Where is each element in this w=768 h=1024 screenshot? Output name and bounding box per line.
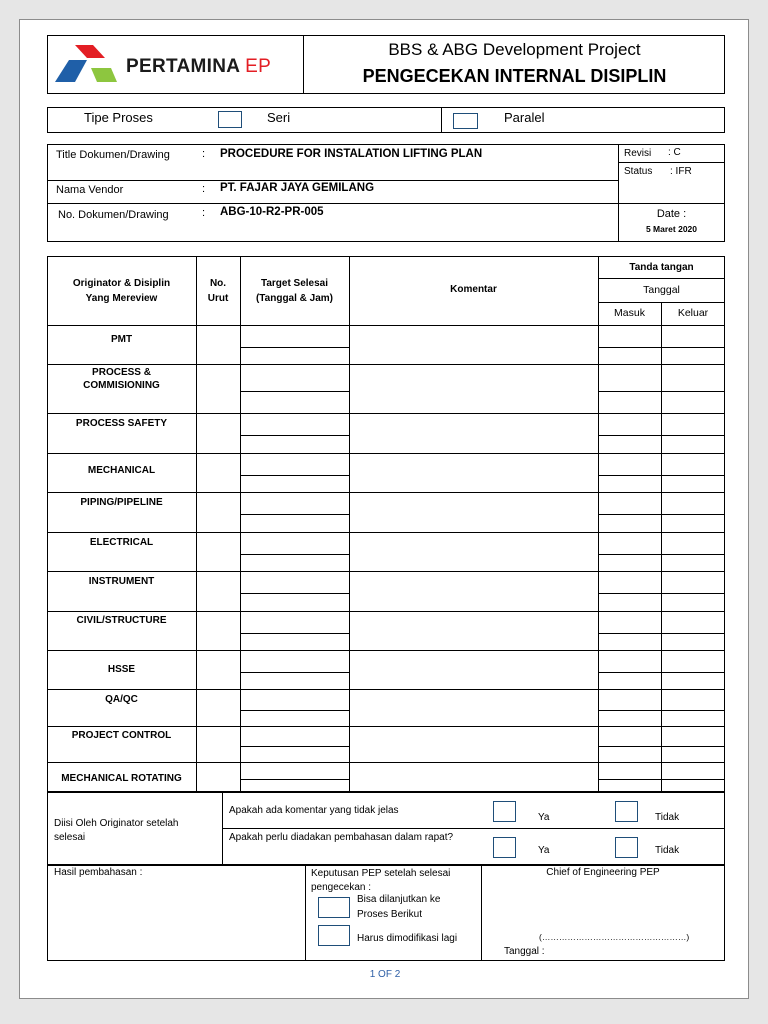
q1-ya-checkbox[interactable] [493,801,516,822]
revisi-label: Revisi [624,148,652,159]
discipline-qa-qc [47,693,196,706]
row-subline-sign-process-commisioning [598,391,725,392]
lanjut-checkbox[interactable] [318,897,350,918]
header-originator: Originator & Disiplin Yang Mereview [72,278,171,304]
page-number: 1 OF 2 [369,969,401,980]
discipline-label: QA/QC [105,694,138,705]
revisi-value: : C [668,147,681,158]
vendor-value: PT. FAJAR JAYA GEMILANG [220,182,375,194]
row-subline-sign-mechanical-rotating [598,779,725,780]
q1-ya-label: Ya [538,812,550,823]
row-subline-sign-pmt [598,347,725,348]
row-line-mechanical-rotating [47,762,725,763]
process-divider [441,107,442,133]
header-tanda-tangan: Tanda tangan [629,262,694,273]
paralel-checkbox[interactable] [453,113,478,129]
doc-row-line-2 [47,203,725,204]
row-line-hsse [47,650,725,651]
discipline-civil-structure [47,614,196,627]
question-meeting: Apakah perlu diadakan pembahasan dalam rapat? [229,832,454,843]
header-keluar: Keluar [677,307,709,319]
discipline-label: PROCESS SAFETY [75,418,168,429]
row-line-mechanical [47,453,725,454]
row-subline-target-project-control [240,746,349,747]
vendor-colon: : [202,183,206,195]
discipline-mechanical-rotating [47,772,196,785]
header-komentar: Komentar [450,284,497,295]
discipline-hsse [47,663,196,676]
revisi-status-line [618,162,725,163]
discipline-label: PROCESS & [92,367,151,378]
row-subline-target-instrument [240,593,349,594]
row-subline-target-hsse [240,672,349,673]
question-unclear: Apakah ada komentar yang tidak jelas [229,805,399,816]
discipline-process-commisioning [47,366,196,392]
keputusan-label: Keputusan PEP setelah selesai pengecekan : [311,868,451,893]
discipline-process-safety [47,417,196,430]
row-subline-target-electrical [240,554,349,555]
row-subline-target-civil-structure [240,633,349,634]
row-subline-target-qa-qc [240,710,349,711]
process-type-label: Tipe Proses [84,110,153,125]
row-subline-sign-piping-pipeline [598,514,725,515]
col-line-target [240,256,241,792]
row-line-process-commisioning [47,364,725,365]
discipline-project-control [47,729,196,742]
tanggal-sign-label: Tanggal : [504,946,545,957]
row-subline-sign-electrical [598,554,725,555]
q2-ya-label: Ya [538,845,550,856]
header-no-urut: No. Urut [207,278,229,304]
date-label: Date : [656,208,687,220]
discipline-label-line2: COMMISIONING [83,380,160,391]
discipline-pmt [47,333,196,346]
row-subline-sign-mechanical [598,475,725,476]
row-subline-sign-civil-structure [598,633,725,634]
row-subline-target-mechanical [240,475,349,476]
document-page [19,19,749,999]
seri-label: Seri [267,110,291,125]
discipline-mechanical [47,464,196,477]
row-subline-target-process-commisioning [240,391,349,392]
filled-by-note: Diisi Oleh Originator setelah selesai [54,818,179,843]
hasil-pembahasan-label: Hasil pembahasan : [54,867,143,878]
row-subline-sign-project-control [598,746,725,747]
discipline-label: MECHANICAL ROTATING [61,773,182,784]
row-subline-target-pmt [240,347,349,348]
discipline-label: PMT [110,334,133,345]
discipline-label: INSTRUMENT [88,576,155,587]
status-value: : IFR [670,166,692,177]
row-line-civil-structure [47,611,725,612]
row-line-process-safety [47,413,725,414]
header-masuk: Masuk [614,307,645,319]
q1-tidak-checkbox[interactable] [615,801,638,822]
discipline-piping-pipeline [47,496,196,509]
row-subline-sign-process-safety [598,435,725,436]
q2-tidak-label: Tidak [655,845,680,856]
project-name: BBS & ABG Development Project [388,40,641,59]
page-title: PENGECEKAN INTERNAL DISIPLIN [362,66,667,86]
modifikasi-label: Harus dimodifikasi lagi [357,933,458,944]
row-subline-target-mechanical-rotating [240,779,349,780]
row-line-instrument [47,571,725,572]
decision-divider-2 [481,865,482,961]
col-line-komentar [349,256,350,792]
row-line-pmt [47,325,725,326]
decision-divider-1 [305,865,306,961]
doc-row-line-1 [47,180,618,181]
row-subline-sign-qa-qc [598,710,725,711]
row-subline-sign-hsse [598,672,725,673]
col-line-keluar [661,302,662,792]
col-line-no [196,256,197,792]
doc-title-value: PROCEDURE FOR INSTALATION LIFTING PLAN [220,148,483,160]
row-line-project-control [47,726,725,727]
vendor-label: Nama Vendor [56,184,124,196]
row-subline-target-process-safety [240,435,349,436]
signature-line: (……………………………………………) [539,932,690,942]
discipline-label: CIVIL/STRUCTURE [76,615,167,626]
review-mid-line [222,828,725,829]
discipline-label: PROJECT CONTROL [71,730,172,741]
doc-number-colon: : [202,207,206,219]
col-line-tanda [598,256,599,792]
discipline-label: PIPING/PIPELINE [80,497,163,508]
discipline-label: HSSE [107,664,136,675]
tanda-tangan-line [598,278,725,279]
row-line-electrical [47,532,725,533]
doc-title-label: Title Dokumen/Drawing [56,149,170,161]
discipline-instrument [47,575,196,588]
header-tanggal: Tanggal [643,284,680,296]
header-target: Target Selesai (Tanggal & Jam) [255,278,334,304]
doc-number-label: No. Dokumen/Drawing [58,209,169,221]
paralel-label: Paralel [504,110,545,125]
seri-checkbox[interactable] [218,111,242,128]
tanggal-line [598,302,725,303]
q1-tidak-label: Tidak [655,812,680,823]
row-subline-target-piping-pipeline [240,514,349,515]
discipline-label: ELECTRICAL [89,537,154,548]
row-line-piping-pipeline [47,492,725,493]
row-line-qa-qc [47,689,725,690]
date-value: 5 Maret 2020 [645,224,698,234]
q2-tidak-checkbox[interactable] [615,837,638,858]
doc-number-value: ABG-10-R2-PR-005 [220,206,324,218]
doc-title-colon: : [202,148,206,160]
logo-wordmark: PERTAMINA EP [126,56,272,77]
modifikasi-checkbox[interactable] [318,925,350,946]
chief-title: Chief of Engineering PEP [546,867,660,878]
status-label: Status [624,166,653,177]
discipline-electrical [47,536,196,549]
discipline-label: MECHANICAL [87,465,156,476]
q2-ya-checkbox[interactable] [493,837,516,858]
row-subline-sign-instrument [598,593,725,594]
lanjut-label: Bisa dilanjutkan ke Proses Berikut [357,894,441,920]
pertamina-logo-icon [53,44,119,84]
